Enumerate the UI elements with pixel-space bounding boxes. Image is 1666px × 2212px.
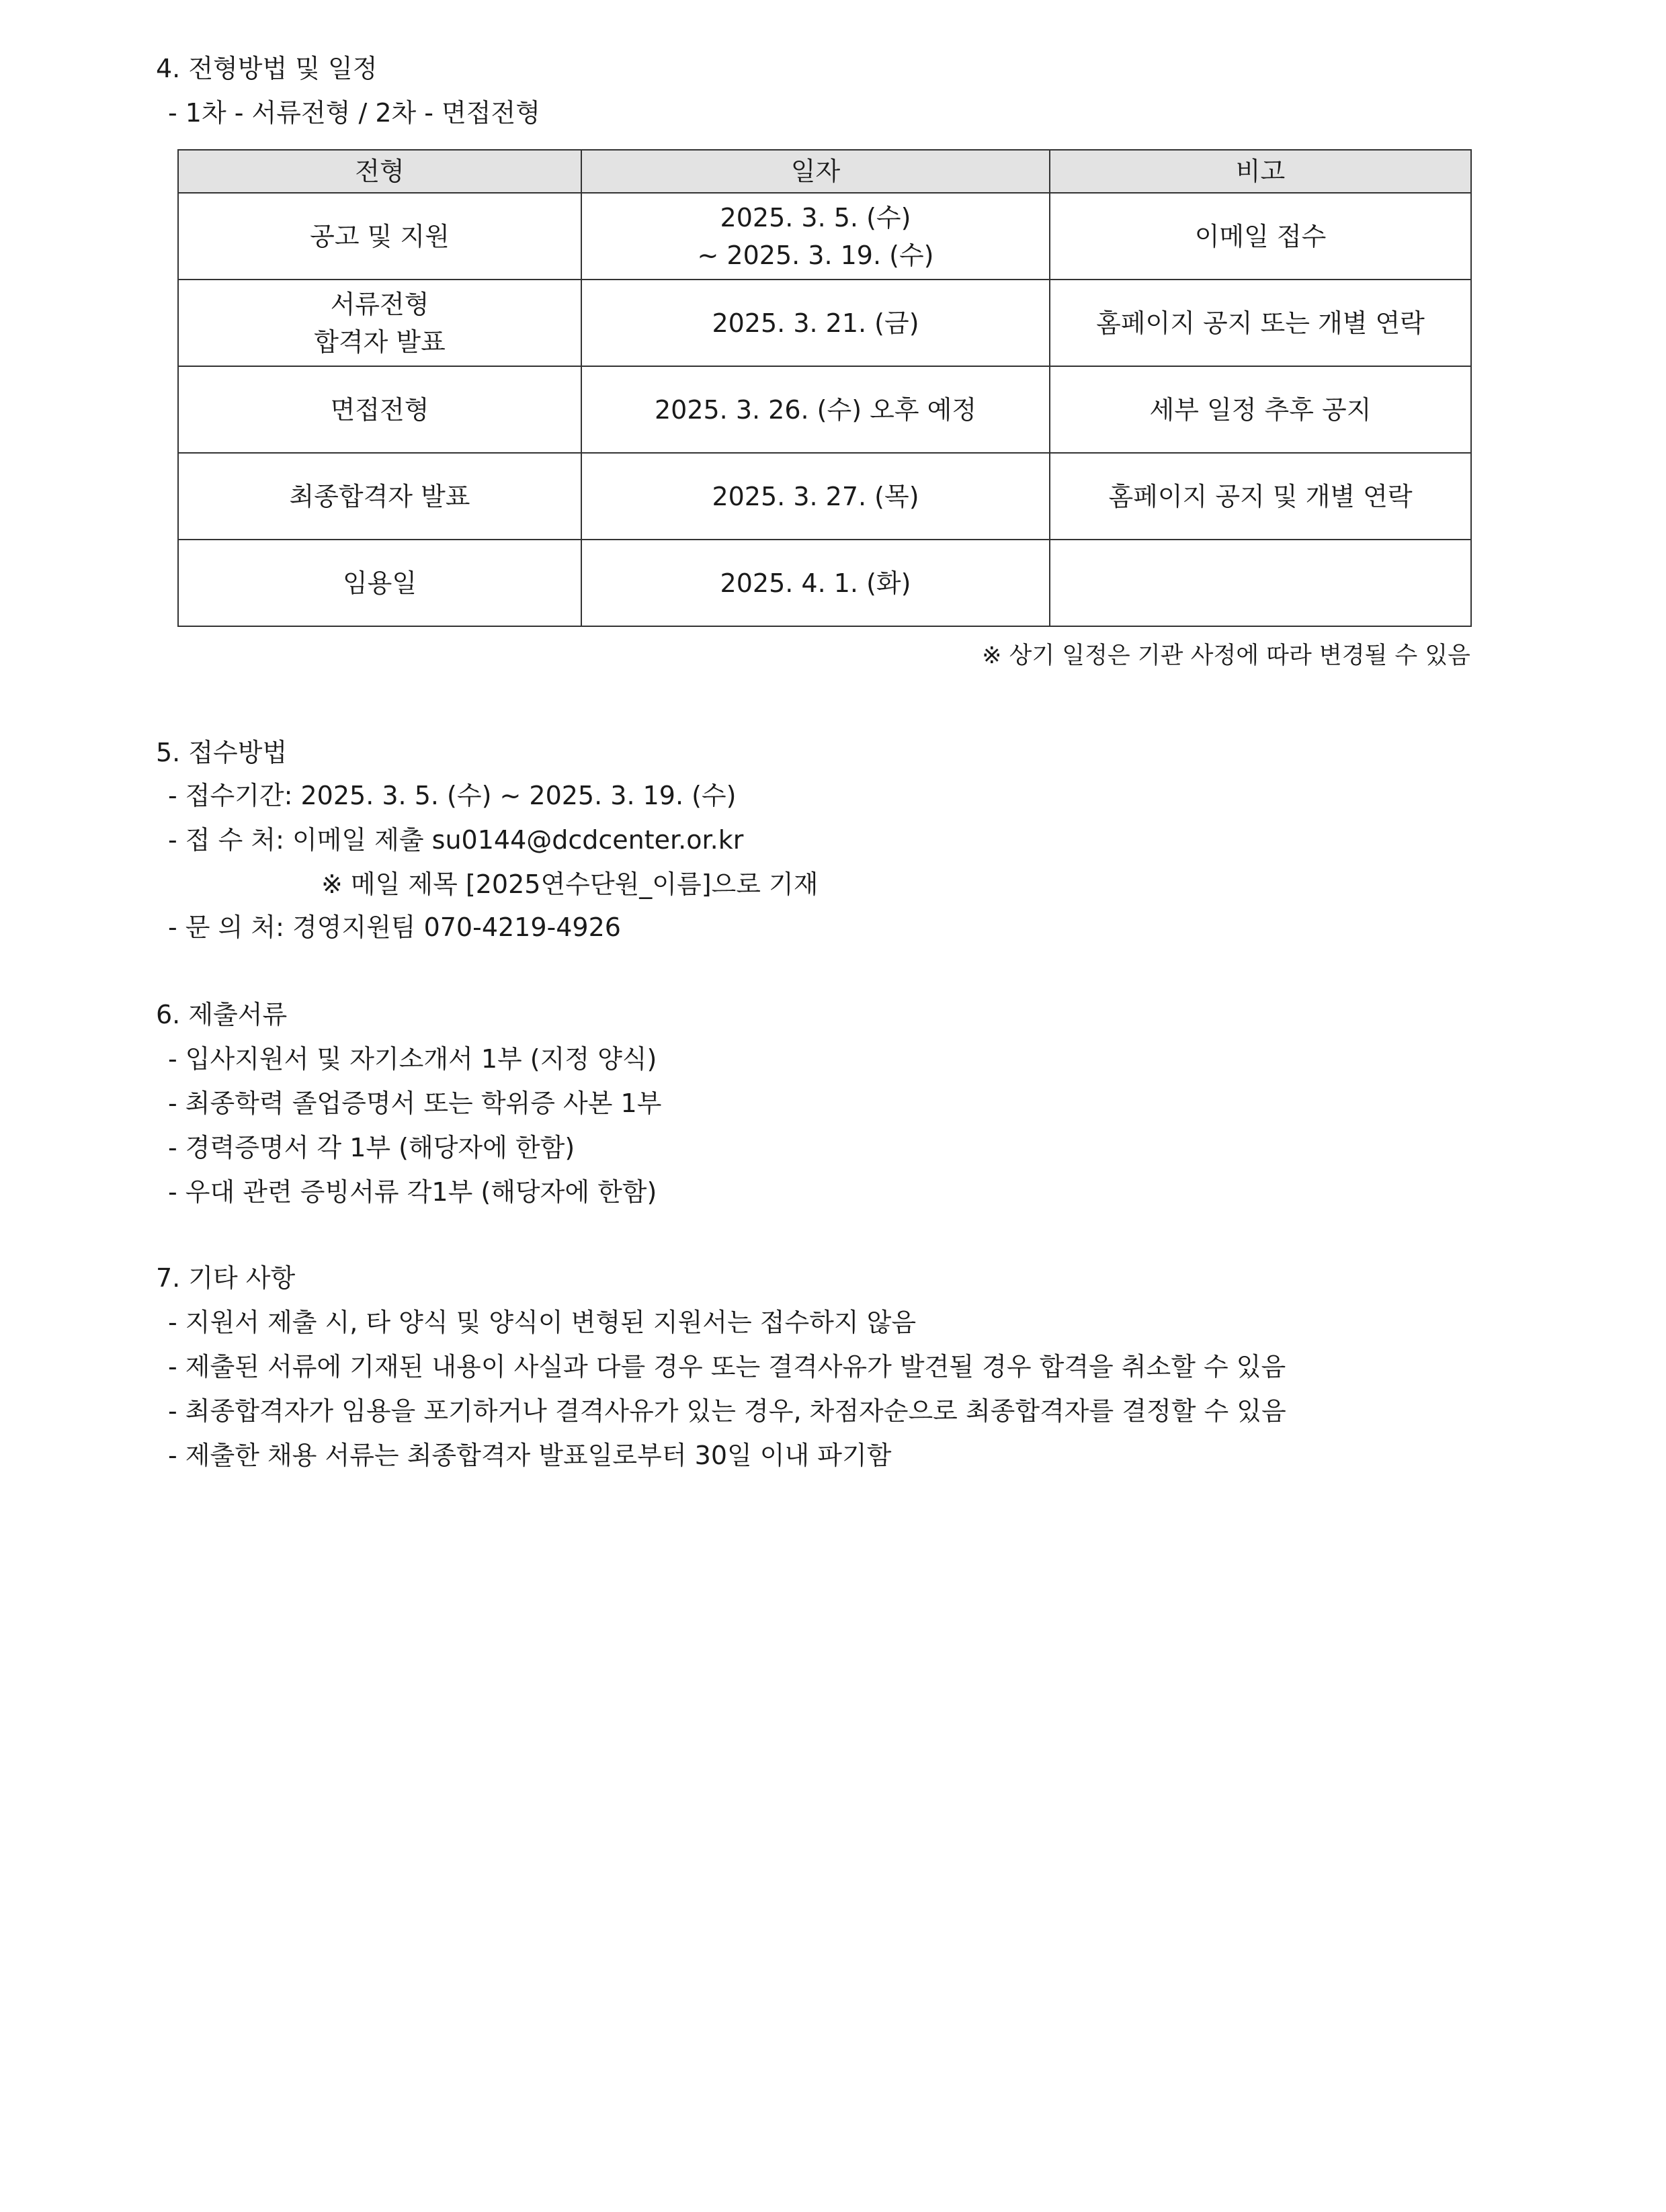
receipt-period-line: - 접수기간: 2025. 3. 5. (수) ~ 2025. 3. 19. (수) <box>168 781 737 810</box>
note-text: 이메일 접수 <box>1194 221 1327 251</box>
table-header-row <box>178 150 1471 193</box>
section-4-subline: - 1차 - 서류전형 / 2차 - 면접전형 <box>168 98 540 128</box>
note-text: 홈페이지 공지 및 개별 연락 <box>1108 481 1413 511</box>
schedule-table <box>177 149 1472 627</box>
table-row <box>178 453 1471 540</box>
receipt-place-line: - 접 수 처: 이메일 제출 su0144@dcdcenter.or.kr <box>168 825 744 855</box>
date-cell <box>581 453 1050 540</box>
stage-text: 면접전형 <box>330 394 429 425</box>
date-text: 2025. 4. 1. (화) <box>720 568 911 598</box>
table-row <box>178 366 1471 453</box>
note-cell <box>1050 540 1471 626</box>
misc-item: - 지원서 제출 시, 타 양식 및 양식이 변형된 지원서는 접수하지 않음 <box>168 1308 917 1337</box>
note-text: 세부 일정 추후 공지 <box>1149 394 1372 425</box>
date-text: 2025. 3. 5. (수) <box>720 202 911 232</box>
note-cell <box>1050 366 1471 453</box>
header-note: 비고 <box>1050 150 1471 193</box>
stage-text: 최종합격자 발표 <box>289 481 470 511</box>
document-item: - 최종학력 졸업증명서 또는 학위증 사본 1부 <box>168 1089 662 1118</box>
stage-cell <box>178 366 581 453</box>
date-cell <box>581 280 1050 366</box>
document-item: - 우대 관련 증빙서류 각1부 (해당자에 한함) <box>168 1177 657 1207</box>
date-cell <box>581 366 1050 453</box>
stage-text: 공고 및 지원 <box>310 221 450 251</box>
header-date: 일자 <box>581 150 1050 193</box>
date-cell <box>581 540 1050 626</box>
mail-subject-note: ※ 메일 제목 [2025연수단원_이름]으로 기재 <box>321 869 819 899</box>
stage-cell <box>178 540 581 626</box>
stage-cell <box>178 453 581 540</box>
date-cell <box>581 193 1050 280</box>
section-5-heading: 5. 접수방법 <box>156 738 288 767</box>
misc-item: - 제출한 채용 서류는 최종합격자 발표일로부터 30일 이내 파기함 <box>168 1441 892 1470</box>
note-text: 홈페이지 공지 또는 개별 연락 <box>1096 308 1425 338</box>
date-text: ~ 2025. 3. 19. (수) <box>697 240 934 270</box>
table-row <box>178 280 1471 366</box>
table-row <box>178 193 1471 280</box>
date-text: 2025. 3. 27. (목) <box>712 481 919 511</box>
section-6-heading: 6. 제출서류 <box>156 1000 288 1029</box>
stage-cell <box>178 280 581 366</box>
table-row <box>178 540 1471 626</box>
misc-item: - 제출된 서류에 기재된 내용이 사실과 다를 경우 또는 결격사유가 발견될 경우 합격을 취소할 수 있음 <box>168 1352 1286 1381</box>
header-stage: 전형 <box>178 150 581 193</box>
date-text: 2025. 3. 26. (수) 오후 예정 <box>654 394 977 425</box>
stage-text: 서류전형 <box>330 289 429 319</box>
stage-text: 임용일 <box>342 568 417 598</box>
section-7-heading: 7. 기타 사항 <box>156 1263 296 1293</box>
note-cell <box>1050 453 1471 540</box>
section-4-heading: 4. 전형방법 및 일정 <box>156 54 378 83</box>
note-cell <box>1050 280 1471 366</box>
contact-line: - 문 의 처: 경영지원팀 070-4219-4926 <box>168 912 621 942</box>
note-cell <box>1050 193 1471 280</box>
schedule-footnote: ※ 상기 일정은 기관 사정에 따라 변경될 수 있음 <box>982 642 1470 669</box>
document-item: - 경력증명서 각 1부 (해당자에 한함) <box>168 1133 575 1162</box>
stage-text: 합격자 발표 <box>314 327 446 357</box>
stage-cell <box>178 193 581 280</box>
misc-item: - 최종합격자가 임용을 포기하거나 결격사유가 있는 경우, 차점자순으로 최종합격자를 결정할 수 있음 <box>168 1396 1286 1426</box>
date-text: 2025. 3. 21. (금) <box>712 308 919 338</box>
document-item: - 입사지원서 및 자기소개서 1부 (지정 양식) <box>168 1044 657 1074</box>
